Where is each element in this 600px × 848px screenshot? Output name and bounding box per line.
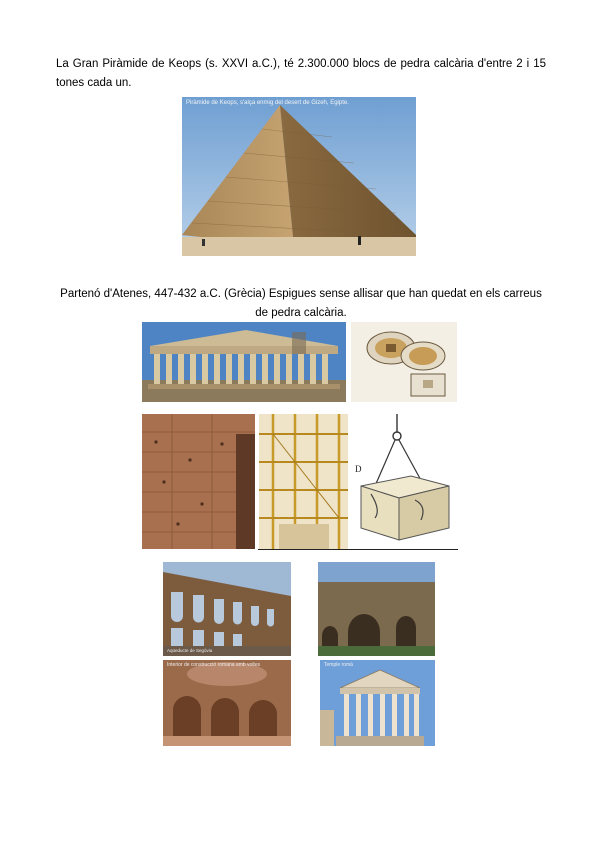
bridge-image (318, 562, 435, 656)
figure-baseline (258, 549, 458, 550)
pyramid-caption: Piràmide de Keops, s'alça enmig del desert de Gizeh, Egipte. (186, 100, 349, 106)
lifting-block-image (351, 414, 457, 549)
pyramid-image (182, 97, 416, 256)
aqueduct-caption: Aqüeducte de Segòvia (167, 648, 213, 653)
scaffold-image (259, 414, 348, 549)
pyramid-paragraph: La Gran Piràmide de Keops (s. XXVI a.C.), té 2.300.000 blocs de pedra calcària d'entre 2 i 15 tones cada un. (56, 58, 546, 89)
parthenon-image (142, 322, 346, 402)
vaulted-room-image (163, 660, 291, 746)
block-label: D (355, 464, 362, 474)
temple-image (320, 660, 435, 746)
temple-caption: Temple romà (324, 662, 353, 668)
vaulted-room-caption: Interior de construcció romana amb voltes (167, 662, 261, 668)
column-drums-image (351, 322, 457, 402)
stone-wall-image (142, 414, 255, 549)
aqueduct-image (163, 562, 291, 656)
parthenon-paragraph: Partenó d'Atenes, 447-432 a.C. (Grècia) Espigues sense allisar que han quedat en els carreus de pedra calcària. (60, 288, 542, 319)
